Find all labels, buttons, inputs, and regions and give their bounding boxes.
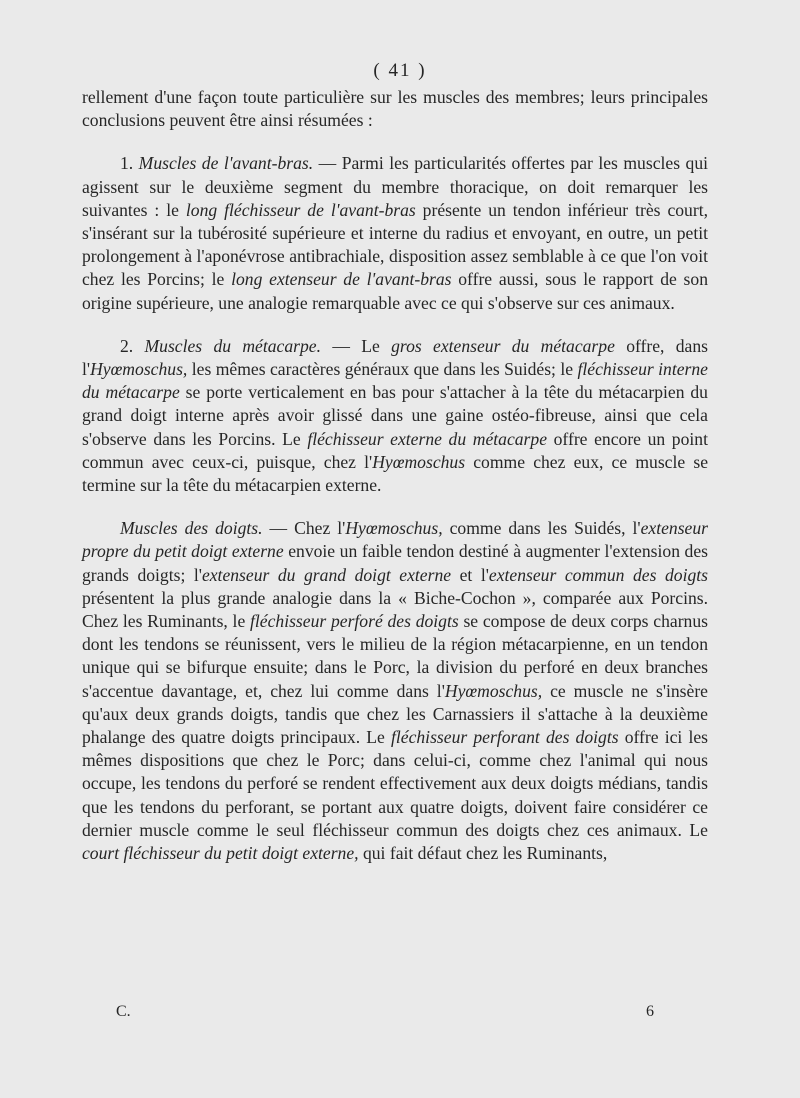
text-run: comme chez eux, ce muscle se termine sur la tête du métacarpien externe.: [82, 451, 708, 496]
text-run: 2.: [120, 335, 145, 356]
text-run: les mêmes caractères généraux que dans les Suidés; le: [187, 359, 578, 380]
text-run: et l': [451, 564, 489, 585]
text-run: se porte verticalement en bas pour s'attacher à la tête du métacarpien du grand doigt interne après avoir glissé dans une gaine ostéo-fibreuse, ainsi que cela s'observe dans les Porcins. Le: [82, 382, 708, 449]
paragraph-muscles-doigts: [82, 517, 708, 865]
paragraph-muscles-avant-bras: [82, 152, 708, 314]
italic-term: Hyœmoschus,: [444, 680, 543, 701]
text-run: ce muscle ne s'insère qu'aux deux grands doigts, tandis que chez les Carnassiers il s'attache à la deuxième phalange des quatre doigts principaux. Le: [82, 680, 708, 748]
italic-term: court fléchisseur du petit doigt externe,: [82, 843, 359, 864]
italic-term: fléchisseur externe du métacarpe: [307, 428, 548, 449]
italic-term: fléchisseur perforant des doigts: [390, 727, 619, 748]
paragraph-continuation: [82, 86, 708, 132]
italic-term: Muscles de l'avant-bras.: [138, 153, 314, 174]
text-run: — Le: [321, 335, 392, 356]
text-run: envoie un faible tendon destiné à augmenter l'extension des grands doigts; l': [82, 541, 709, 585]
italic-term: long extenseur de l'avant-bras: [231, 269, 452, 290]
italic-term: extenseur du grand doigt externe: [201, 564, 452, 585]
text-run: offre, dans l': [82, 335, 709, 380]
text-run: — Parmi les particularités offertes par les muscles qui agissent sur le deuxième segment du membre thoracique, on doit remarquer les suivantes : le: [82, 153, 709, 220]
italic-term: extenseur propre du petit doigt externe: [82, 518, 708, 562]
body-text: [82, 86, 708, 865]
text-run: qui fait défaut chez les Ruminants,: [358, 843, 608, 864]
text-run: présentent la plus grande analogie dans la « Biche-Cochon », comparée aux Porcins. Chez les Ruminants, le: [82, 587, 708, 632]
italic-term: Muscles des doigts.: [120, 518, 263, 539]
italic-term: gros extenseur du métacarpe: [391, 335, 615, 356]
text-run: — Chez l': [262, 518, 346, 539]
text-run: rellement d'une façon toute particulière sur les muscles des membres; leurs principales conclusions peuvent être ainsi résumées :: [82, 87, 708, 131]
italic-term: fléchisseur interne du métacarpe: [82, 359, 708, 403]
paragraph-muscles-metacarpe: [82, 335, 708, 497]
text-run: offre ici les mêmes dispositions que chez le Porc; dans celui-ci, comme chez l'animal qui nous occupe, les tendons du perforé se rendent effectivement aux deux doigts médians, tandis que les tendons du perforant, se portant aux quatre doigts, doivent faire considérer ce dernier muscle comme le seul fléchisseur commun des doigts chez ces animaux. Le: [82, 727, 708, 840]
text-run: comme dans les Suidés, l': [442, 518, 641, 539]
italic-term: Hyœmoschus,: [345, 518, 443, 539]
italic-term: Hyœmoschus: [372, 451, 466, 472]
italic-term: fléchisseur perforé des doigts: [250, 611, 459, 632]
italic-term: long fléchisseur de l'avant-bras: [185, 199, 416, 220]
text-run: 1.: [120, 153, 139, 174]
text-run: se compose de deux corps charnus dont les tendons se réunissent, vers le milieu de la région métacarpienne, en un tendon unique qui se bifurque ensuite; dans le Porc, la division du perforé en deux branches s'accentue davantage, et, chez lui comme dans l': [82, 611, 708, 701]
text-run: offre aussi, sous le rapport de son origine supérieure, une analogie remarquable avec ce qui s'observe sur ces animaux.: [82, 269, 708, 313]
italic-term: extenseur commun des doigts: [488, 564, 708, 585]
signature-mark-left: C.: [116, 1003, 131, 1020]
text-run: présente un tendon inférieur très court, s'insérant sur la tubérosité supérieure et interne du radius et envoyant, en outre, un petit prolongement à l'aponévrose antibrachiale, disposition assez semblable à ce que l'on voit chez les Porcins; le: [82, 199, 708, 290]
signature-mark-right: 6: [646, 1003, 654, 1020]
text-run: offre encore un point commun avec ceux-ci, puisque, chez l': [82, 428, 708, 472]
italic-term: Hyœmoschus,: [90, 359, 188, 380]
page-number: ( 41 ): [373, 60, 427, 81]
italic-term: Muscles du métacarpe.: [144, 335, 322, 356]
